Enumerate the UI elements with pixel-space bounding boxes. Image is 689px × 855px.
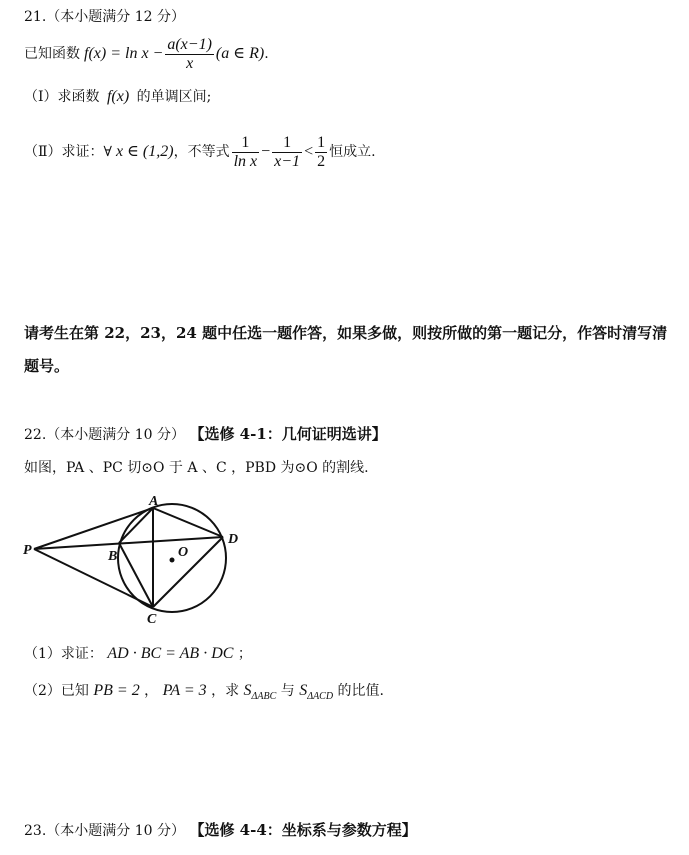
q21-fx: f(x) (84, 45, 107, 62)
q22-s2-sub: ΔACD (307, 691, 334, 703)
q22-part2-pb: PB = 2 (93, 682, 140, 699)
q22-part1 (24, 644, 252, 664)
q21-fraction (165, 36, 214, 73)
q22-s2-letter: S (299, 682, 308, 699)
q21-part1-label: （Ⅰ）求函数 (24, 89, 100, 105)
tangent-pc (34, 549, 153, 607)
q21-minus: − (261, 143, 271, 160)
q22-header: 22.（本小题满分 10 分） (24, 427, 185, 443)
q21-part2-interval: x ∈ (1,2) (115, 143, 174, 160)
label-c: C (147, 612, 157, 627)
q22-part2-comma: ， (144, 683, 159, 699)
q21-frac3-num: 1 (317, 133, 326, 151)
q21-condition: (a ∈ R) (215, 45, 265, 62)
q22-stem: 如图，PA 、PC 切⊙O 于 A 、C ，PBD 为⊙O 的割线. (24, 460, 369, 476)
center-o-point (170, 558, 175, 563)
q21-denominator: x (186, 54, 194, 72)
q22-part2 (24, 681, 384, 707)
q21-frac3 (315, 134, 327, 171)
q22-part2-with: 与 (280, 683, 295, 699)
q22-s2 (299, 682, 334, 703)
q21-numerator: a(x−1) (167, 35, 212, 53)
q21-frac2-num: 1 (272, 134, 302, 153)
q22-part2-mid: ，求 (211, 683, 240, 699)
q22-part1-end: ； (237, 646, 252, 662)
q22-s1 (243, 682, 277, 703)
q23-header-line (24, 820, 417, 841)
q21-stem-prefix: 已知函数 (24, 46, 80, 62)
label-p: P (23, 543, 32, 558)
q22-part1-label: （1）求证： (24, 646, 103, 662)
q22-s1-sub: ΔABC (251, 691, 277, 703)
q23-header: 23.（本小题满分 10 分） (24, 823, 185, 839)
geometry-figure (20, 494, 245, 628)
q21-frac3-den: 2 (317, 152, 326, 170)
q21-part2 (24, 130, 376, 174)
q21-eq: = ln x − (110, 45, 164, 62)
q22-s1-letter: S (243, 682, 252, 699)
q21-frac1 (232, 134, 260, 171)
q21-part1 (24, 87, 211, 107)
q21-lt: < (304, 143, 314, 160)
label-b: B (108, 549, 118, 564)
q21-frac1-den: ln x (233, 152, 258, 170)
q21-part2-mid: ，不等式 (173, 144, 230, 160)
optional-question-notice: 请考生在第 22，23，24 题中任选一题作答，如果多做，则按所做的第一题记分，作答时清写清题号。 (24, 324, 668, 375)
q23-tag: 【选修 4-4：坐标系与参数方程】 (189, 821, 417, 839)
q22-tag: 【选修 4-1：几何证明选讲】 (189, 425, 387, 443)
q22-part2-end: 的比值. (337, 683, 384, 699)
q21-frac2 (272, 134, 302, 171)
q21-part2-label: （Ⅱ）求证：∀ (24, 144, 112, 160)
q21-part1-suffix: 的单调区间; (136, 89, 212, 105)
q22-part2-pa: PA = 3 (162, 682, 207, 699)
q21-frac2-den: x−1 (274, 152, 301, 170)
label-d: D (228, 532, 239, 547)
q21-part2-end: 恒成立. (329, 144, 376, 160)
label-a: A (149, 494, 159, 509)
q21-stem (24, 34, 269, 74)
q21-part1-fx: f(x) (106, 88, 130, 105)
q22-part2-label: （2）已知 (24, 683, 89, 699)
label-o: O (178, 545, 189, 560)
q22-header-line (24, 424, 387, 445)
q22-part1-eq: AD · BC = AB · DC (107, 645, 234, 662)
q21-end: . (264, 46, 269, 62)
q21-frac1-num: 1 (232, 134, 260, 153)
q21-header: 21.（本小题满分 12 分） (24, 9, 185, 25)
